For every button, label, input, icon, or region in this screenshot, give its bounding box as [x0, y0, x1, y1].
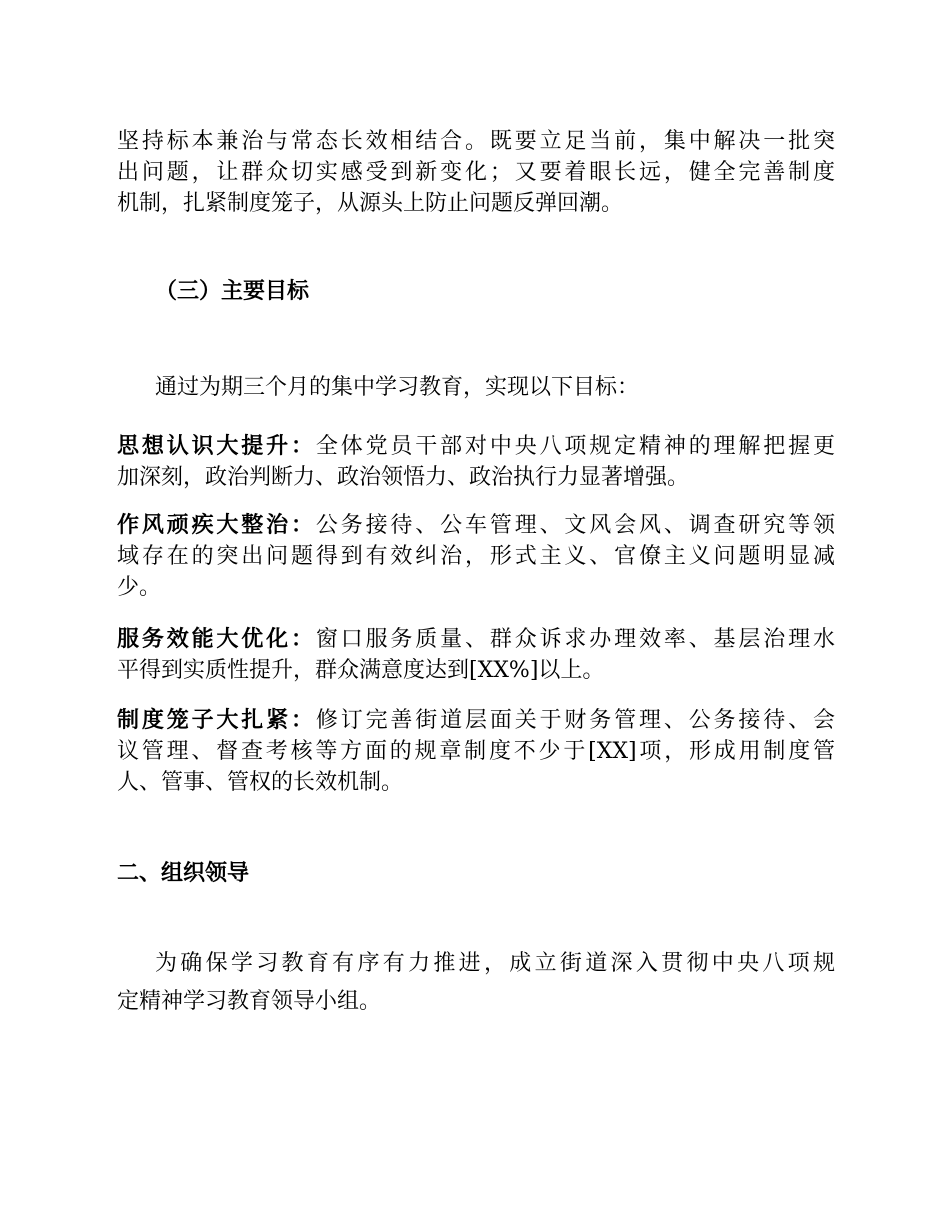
goal-text: 全体党员干部对中央八项规定精神的理解把握更	[315, 434, 835, 459]
goal-item	[117, 705, 835, 798]
goal-item	[117, 510, 835, 603]
goal-title: 制度笼子大扎紧：	[117, 708, 316, 733]
paragraph-line: 为确保学习教育有序有力推进，成立街道深入贯彻中央八项规	[155, 951, 835, 976]
paragraph-principle	[117, 126, 835, 219]
subheading-main-goals: （三）主要目标	[155, 279, 310, 304]
section-heading-organization: 二、组织领导	[117, 861, 250, 886]
goal-title: 作风顽疾大整治：	[117, 513, 316, 538]
goals-intro: 通过为期三个月的集中学习教育，实现以下目标：	[155, 375, 640, 400]
goal-title: 服务效能大优化：	[117, 627, 316, 652]
goal-text: 少。	[117, 575, 162, 600]
goal-item	[117, 431, 835, 493]
goal-text: 窗口服务质量、群众诉求办理效率、基层治理水	[315, 627, 835, 652]
goal-item	[117, 624, 835, 686]
goal-text: 人、管事、管权的长效机制。	[117, 770, 404, 795]
paragraph-line: 出问题，让群众切实感受到新变化；又要着眼长远，健全完善制度	[117, 160, 835, 185]
goal-text: 公务接待、公车管理、文风会风、调查研究等领	[315, 513, 835, 538]
goal-text: 平得到实质性提升，群众满意度达到[XX%]以上。	[117, 658, 605, 683]
paragraph-line: 定精神学习教育领导小组。	[117, 989, 382, 1014]
paragraph-line: 机制，扎紧制度笼子，从源头上防止问题反弹回潮。	[117, 191, 624, 216]
goal-title: 思想认识大提升：	[117, 434, 316, 459]
goal-text: 议管理、督查考核等方面的规章制度不少于[XX]项，形成用制度管	[117, 739, 835, 764]
paragraph-line: 坚持标本兼治与常态长效相结合。既要立足当前，集中解决一批突	[117, 129, 835, 154]
paragraph-organization	[117, 945, 835, 1021]
goal-text: 加深刻，政治判断力、政治领悟力、政治执行力显著增强。	[117, 465, 690, 490]
goal-text: 修订完善街道层面关于财务管理、公务接待、会	[315, 708, 835, 733]
goal-text: 域存在的突出问题得到有效纠治，形式主义、官僚主义问题明显减	[117, 544, 835, 569]
